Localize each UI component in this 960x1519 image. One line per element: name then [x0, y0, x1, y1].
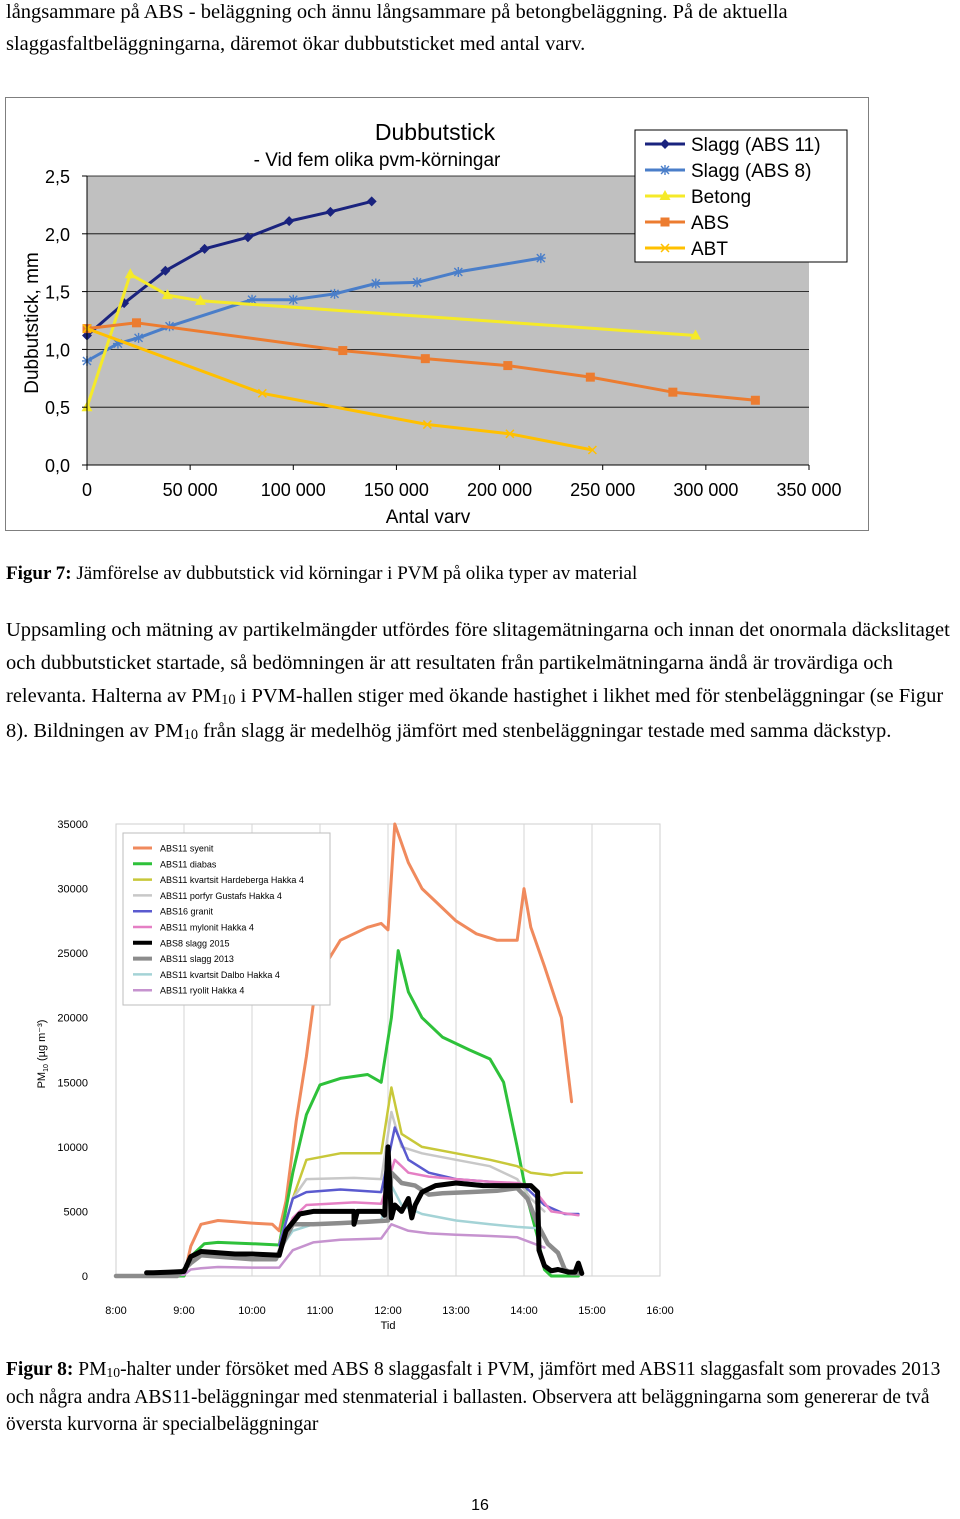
chart-legend — [123, 833, 330, 1005]
y-tick-label: 20000 — [57, 1012, 88, 1025]
x-tick-label: 200 000 — [467, 480, 533, 500]
data-point-abs — [668, 388, 677, 397]
y-tick-label: 30000 — [57, 883, 88, 896]
legend-label-abs16-granit: ABS16 granit — [160, 906, 214, 917]
y-tick-label: 0,0 — [44, 456, 70, 476]
x-tick-label: 13:00 — [442, 1305, 470, 1317]
pm10-subscript: 10 — [106, 1365, 121, 1381]
data-point-slagg-abs-8 — [288, 295, 298, 305]
y-tick-label: 0,5 — [44, 398, 70, 419]
y-tick-label: 5000 — [63, 1206, 88, 1219]
figure-7-label: Figur 7: — [6, 563, 72, 584]
y-tick-label: 2,0 — [44, 224, 70, 245]
x-tick-label: 350 000 — [776, 480, 842, 500]
pm10-subscript: 10 — [221, 692, 236, 709]
legend-label-abs11-porfyr-gustafs-hakka-4: ABS11 porfyr Gustafs Hakka 4 — [160, 890, 282, 901]
y-tick-label: 15000 — [57, 1077, 88, 1090]
pm10-subscript: 10 — [183, 727, 199, 744]
body-text-1: Uppsamling och mätning av partikelmängder utfördes före slitagemätningarna och innan det onormala däckslitaget och dubbutsticket startade, så bedömningen är att resultaten från partikelmätningarna ändå är trovärdiga och relevanta. Halterna av PM — [6, 619, 950, 707]
y-axis-label: Dubbutstick, mm — [22, 252, 43, 394]
x-tick-label: 300 000 — [673, 480, 739, 500]
y-tick-label: 35000 — [57, 819, 88, 831]
chart-title: Dubbutstick — [374, 119, 496, 145]
pm10-chart — [28, 808, 698, 1336]
figure-8-label: Figur 8: — [6, 1359, 74, 1380]
x-tick-label: 50 000 — [162, 480, 218, 500]
data-point-abs — [421, 354, 430, 363]
legend-label-slagg-abs-8: Slagg (ABS 8) — [691, 161, 812, 182]
x-tick-label: 8:00 — [105, 1305, 127, 1317]
x-tick-label: 150 000 — [363, 480, 429, 500]
legend-marker-slagg-abs-8 — [660, 165, 670, 175]
legend-label-abs11-kvartsit-dalbo-hakka-4: ABS11 kvartsit Dalbo Hakka 4 — [160, 969, 280, 980]
legend-label-abs11-syenit: ABS11 syenit — [160, 843, 214, 854]
y-tick-label: 10000 — [57, 1141, 88, 1154]
page-number: 16 — [471, 1497, 489, 1514]
legend-label-slagg-abs-11: Slagg (ABS 11) — [691, 135, 821, 156]
legend-label-abs11-mylonit-hakka-4: ABS11 mylonit Hakka 4 — [160, 922, 254, 933]
intro-paragraph: långsammare på ABS - beläggning och ännu långsammare på betongbeläggning. På de aktuella slaggasfaltbeläggningarna, däremot ökar dubbutsticket med antal varv. — [6, 1, 788, 55]
y-tick-label: 2,5 — [44, 167, 70, 187]
dubbutstick-chart — [5, 97, 869, 531]
legend-label-abs11-ryolit-hakka-4: ABS11 ryolit Hakka 4 — [160, 985, 245, 996]
y-axis-label: $PM_{10}$ (µg m⁻³) — [36, 1019, 50, 1089]
x-tick-label: 10:00 — [238, 1305, 266, 1317]
x-tick-label: 12:00 — [374, 1305, 402, 1317]
x-axis-label: Antal varv — [385, 507, 471, 528]
y-tick-label: 1,5 — [44, 282, 70, 303]
data-point-slagg-abs-8 — [453, 267, 463, 277]
chart-subtitle: - Vid fem olika pvm-körningar — [253, 150, 501, 171]
data-point-abs — [503, 361, 512, 370]
x-tick-label: 14:00 — [510, 1305, 538, 1317]
legend-marker-abs — [661, 218, 670, 227]
legend-label-abs11-kvartsit-hardeberga-hakka-4: ABS11 kvartsit Hardeberga Hakka 4 — [160, 875, 304, 886]
data-point-abs — [586, 373, 595, 382]
data-point-abs — [751, 396, 760, 405]
y-tick-label: 25000 — [57, 948, 88, 961]
figure-7-text: Jämförelse av dubbutstick vid körningar i PVM på olika typer av material — [71, 563, 638, 584]
legend-label-betong: Betong — [691, 187, 752, 208]
y-tick-label: 0 — [81, 1271, 88, 1283]
chart-legend — [635, 130, 847, 262]
figure-7-caption — [6, 560, 954, 588]
data-point-slagg-abs-8 — [371, 279, 381, 289]
x-tick-label: 0 — [81, 480, 93, 500]
x-tick-label: 100 000 — [260, 480, 326, 500]
series-line-abs11-slagg-2013 — [116, 1173, 582, 1276]
body-text-3: från slagg är medelhög jämfört med stenbeläggningar testade med samma däckstyp. — [198, 720, 892, 742]
data-point-abs — [132, 318, 141, 327]
data-point-slagg-abs-8 — [134, 333, 144, 343]
figure-8-caption — [6, 1356, 954, 1438]
series-line-abs11-kvartsit-dalbo-hakka-4 — [279, 1186, 537, 1251]
x-tick-label: 9:00 — [173, 1305, 195, 1317]
x-tick-label: 11:00 — [306, 1305, 334, 1317]
body-paragraph — [6, 614, 954, 750]
data-point-slagg-abs-8 — [330, 289, 340, 299]
x-axis-label: Tid — [380, 1320, 396, 1332]
body-text-2: i PVM-hallen stiger med ökande hastighet i likhet med för stenbeläggningar (se Figur 8). Bildningen av PM — [6, 685, 944, 742]
legend-label-abs8-slagg-2015: ABS8 slagg 2015 — [160, 938, 230, 949]
x-tick-label: 16:00 — [646, 1305, 674, 1317]
legend-label-abs11-slagg-2013: ABS11 slagg 2013 — [160, 954, 234, 965]
figure-8-text: -halter under försöket med ABS 8 slaggasfalt i PVM, jämfört med ABS11 slaggasfalt som provades 2013 och några andra ABS11-beläggningar med stenmaterial i ballasten. Observera att beläggningarna som genererar de två översta kurvorna är specialbeläggningar — [6, 1359, 941, 1435]
y-tick-label: 1,0 — [44, 340, 70, 361]
data-point-abs — [338, 346, 347, 355]
legend-label-abt: ABT — [691, 239, 728, 260]
figure-8-pm: PM — [73, 1359, 107, 1380]
data-point-slagg-abs-8 — [536, 253, 546, 263]
x-tick-label: 250 000 — [570, 480, 636, 500]
x-tick-label: 15:00 — [578, 1305, 606, 1317]
legend-label-abs: ABS — [691, 213, 730, 234]
legend-label-abs11-diabas: ABS11 diabas — [160, 859, 217, 870]
data-point-slagg-abs-8 — [412, 277, 422, 287]
